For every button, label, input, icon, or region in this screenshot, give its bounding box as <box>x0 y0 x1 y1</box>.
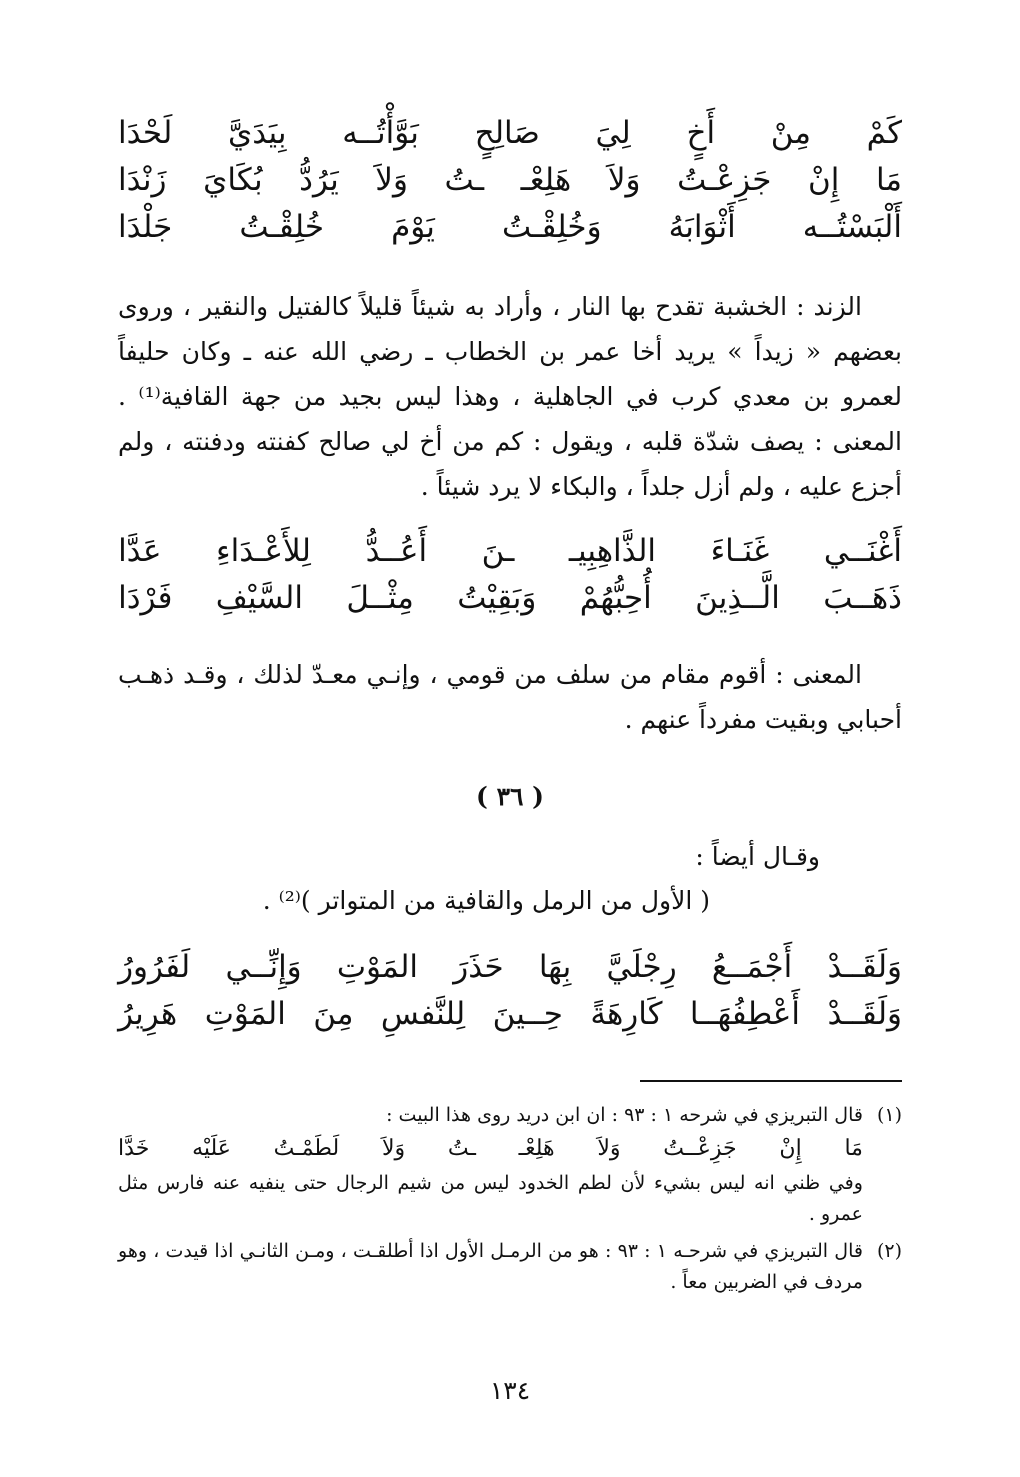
verse-word: لِلأَعْـدَاءِ <box>216 533 311 569</box>
footnote-1-verse <box>118 1133 863 1164</box>
verse-word: حَذَرَ <box>453 949 504 985</box>
verse-word: وَلاَ <box>375 162 408 198</box>
verse-word: أَثْوَابَهُ <box>668 209 736 245</box>
verse-word: ـتُ <box>444 162 485 198</box>
verse-word: بِهَا <box>538 949 572 985</box>
verse-word: رِجْلَيَّ <box>606 949 677 985</box>
verse-word: ـنَ <box>481 533 515 569</box>
verse-word: المَوْتِ <box>336 949 419 985</box>
footnote-2 <box>118 1236 902 1298</box>
verse-word: لَحْدَا <box>118 115 173 151</box>
commentary-1-text: الزند : الخشبة تقدح بها النار ، وأراد به شيئاً قليلاً كالفتيل والنقير ، وروى بعضهم « زيداً » يريد أخا عمر بن الخطاب ـ رضي الله عنه ـ وكان حليفاً لعمرو بن معدي كرب في الجاهلية ، وهذا ليس بجيد من جهة القافية⁽¹⁾ . المعنى : يصف شدّة قلبه ، ويقول : كم من أخ لي صالح كفنته ودفنته ، ولم أجزع عليه ، ولم أزل جلداً ، والبكاء لا يرد شيئاً . <box>118 292 902 501</box>
verse-word: وَلاَ <box>607 162 641 198</box>
verses-top <box>118 115 902 245</box>
verse-word: السَّيْفِ <box>215 580 303 616</box>
verse-word: جَلْدَا <box>118 209 173 245</box>
verse-word: وَلاَ <box>381 1136 406 1161</box>
footnote-1-number: (١) <box>876 1104 902 1126</box>
verse-word: كَارِهَةً <box>590 996 663 1032</box>
verse-word: وَلَقَــدْ <box>827 949 902 985</box>
verse-word: خُلِقْـتُ <box>239 209 325 245</box>
verse-word: الَّــذِينَ <box>695 580 780 616</box>
verse-word: لِلنَّفسِ <box>380 996 466 1032</box>
verse-word: لَفَرُورُ <box>118 949 191 985</box>
verse-word: مَا <box>875 162 902 198</box>
verse-word: يَرُدُّ <box>299 162 339 198</box>
verse-word: زَنْدَا <box>118 162 167 198</box>
footnote-rule <box>640 1080 902 1082</box>
verse-line <box>118 115 902 151</box>
commentary-1 <box>118 284 902 509</box>
verse-word: أَجْمَــعُ <box>711 949 793 985</box>
verse-word: وَلَقَــدْ <box>827 996 902 1032</box>
verse-word: إِنْ <box>779 1136 802 1161</box>
verse-word: جَزِعْـتُ <box>677 162 772 198</box>
footnote-2-text: قال التبريزي في شرحـه ١ : ٩٣ : هو من الرمـل الأول اذا أطلقـت ، ومـن الثانـي اذا قيدت ، وهو مردف في الضربين معاً . <box>118 1240 863 1293</box>
verse-word: لِيَ <box>595 115 631 151</box>
footnote-1-text: قال التبريزي في شرحه ١ : ٩٣ : ان ابن دريد روى هذا البيت : <box>386 1104 863 1126</box>
verse-word: مَا <box>844 1136 863 1161</box>
verse-word: حِــينَ <box>492 996 563 1032</box>
poem-number: ( ٣٦ ) <box>476 782 544 811</box>
verse-word: كَمْ <box>866 115 902 151</box>
verse-line <box>118 533 902 569</box>
verse-word: مِنْ <box>770 115 811 151</box>
verse-word: هَرِيرُ <box>118 996 178 1032</box>
footnote-2-number: (٢) <box>876 1240 902 1262</box>
verse-word: وَبَقِيْتُ <box>457 580 537 616</box>
verse-word: لَطَمْـتُ <box>273 1136 340 1161</box>
verse-word: ذَهَــبَ <box>823 580 902 616</box>
verse-word: الذَّاهِبِيـ <box>568 533 657 569</box>
verse-word: صَالِحٍ <box>474 115 540 151</box>
verse-word: وَلاَ <box>597 1136 621 1161</box>
verse-line <box>118 580 902 616</box>
verse-word: ـتُ <box>447 1136 476 1161</box>
verse-word: أَغْنَــي <box>823 533 902 569</box>
verse-line <box>118 162 902 198</box>
commentary-2-text: المعنى : أقوم مقام من سلف من قومي ، وإنـي معـدّ لذلك ، وقـد ذهـب أحبابي وبقيت مفرداً عنهم . <box>118 660 902 734</box>
verse-word: أَعُــدُّ <box>365 533 428 569</box>
verse-line <box>118 209 902 245</box>
verse-word: المَوْتِ <box>204 996 286 1032</box>
verse-word: فَرْدَا <box>118 580 173 616</box>
verse-word: خَدَّا <box>118 1136 150 1161</box>
verse-word: أُحِبُّهُمْ <box>579 580 652 616</box>
verse-line <box>118 996 902 1032</box>
verse-word: بَوَّأْتُــه <box>342 115 419 151</box>
footnotes <box>118 1100 902 1298</box>
verse-word: مِنَ <box>313 996 354 1032</box>
verse-word: مِثْــلَ <box>346 580 414 616</box>
footnote-1 <box>118 1100 902 1230</box>
verse-word: بُكَايَ <box>203 162 263 198</box>
verse-word: عَدَّا <box>118 533 162 569</box>
verse-word: غَنَـاءَ <box>710 533 770 569</box>
verse-word: أَلْبَسْتُــه <box>802 209 902 245</box>
verse-word: جَزِعْــتُ <box>663 1136 737 1161</box>
meter-note: ( الأول من الرمل والقافية من المتواتر )⁽²⁾ . <box>262 886 710 915</box>
verse-word: هَلِعْـ <box>518 1136 555 1161</box>
verse-word: أَخٍ <box>686 115 716 151</box>
verse-word: أَعْطِفُهَــا <box>689 996 801 1032</box>
verse-word: وَخُلِقْـتُ <box>501 209 602 245</box>
commentary-2 <box>118 652 902 742</box>
footnote-1-text-2: وفي ظني انه ليس بشيء لأن لطم الخدود ليس من شيم الرجال حتى ينفيه عنه فارس مثل عمرو . <box>118 1172 863 1225</box>
page-number: ١٣٤ <box>489 1376 531 1405</box>
verse-word: بِيَدَيَّ <box>228 115 287 151</box>
verses-bottom <box>118 949 902 1032</box>
verse-word: عَلَيْه <box>192 1136 231 1161</box>
verse-word: وَإِنِّــي <box>225 949 302 985</box>
verse-word: يَوْمَ <box>391 209 435 245</box>
intro-text: وقـال أيضاً : <box>695 842 820 871</box>
verse-line <box>118 949 902 985</box>
verse-word: هَلِعْـ <box>520 162 572 198</box>
verse-word: إِنْ <box>807 162 840 198</box>
verses-mid <box>118 533 902 616</box>
